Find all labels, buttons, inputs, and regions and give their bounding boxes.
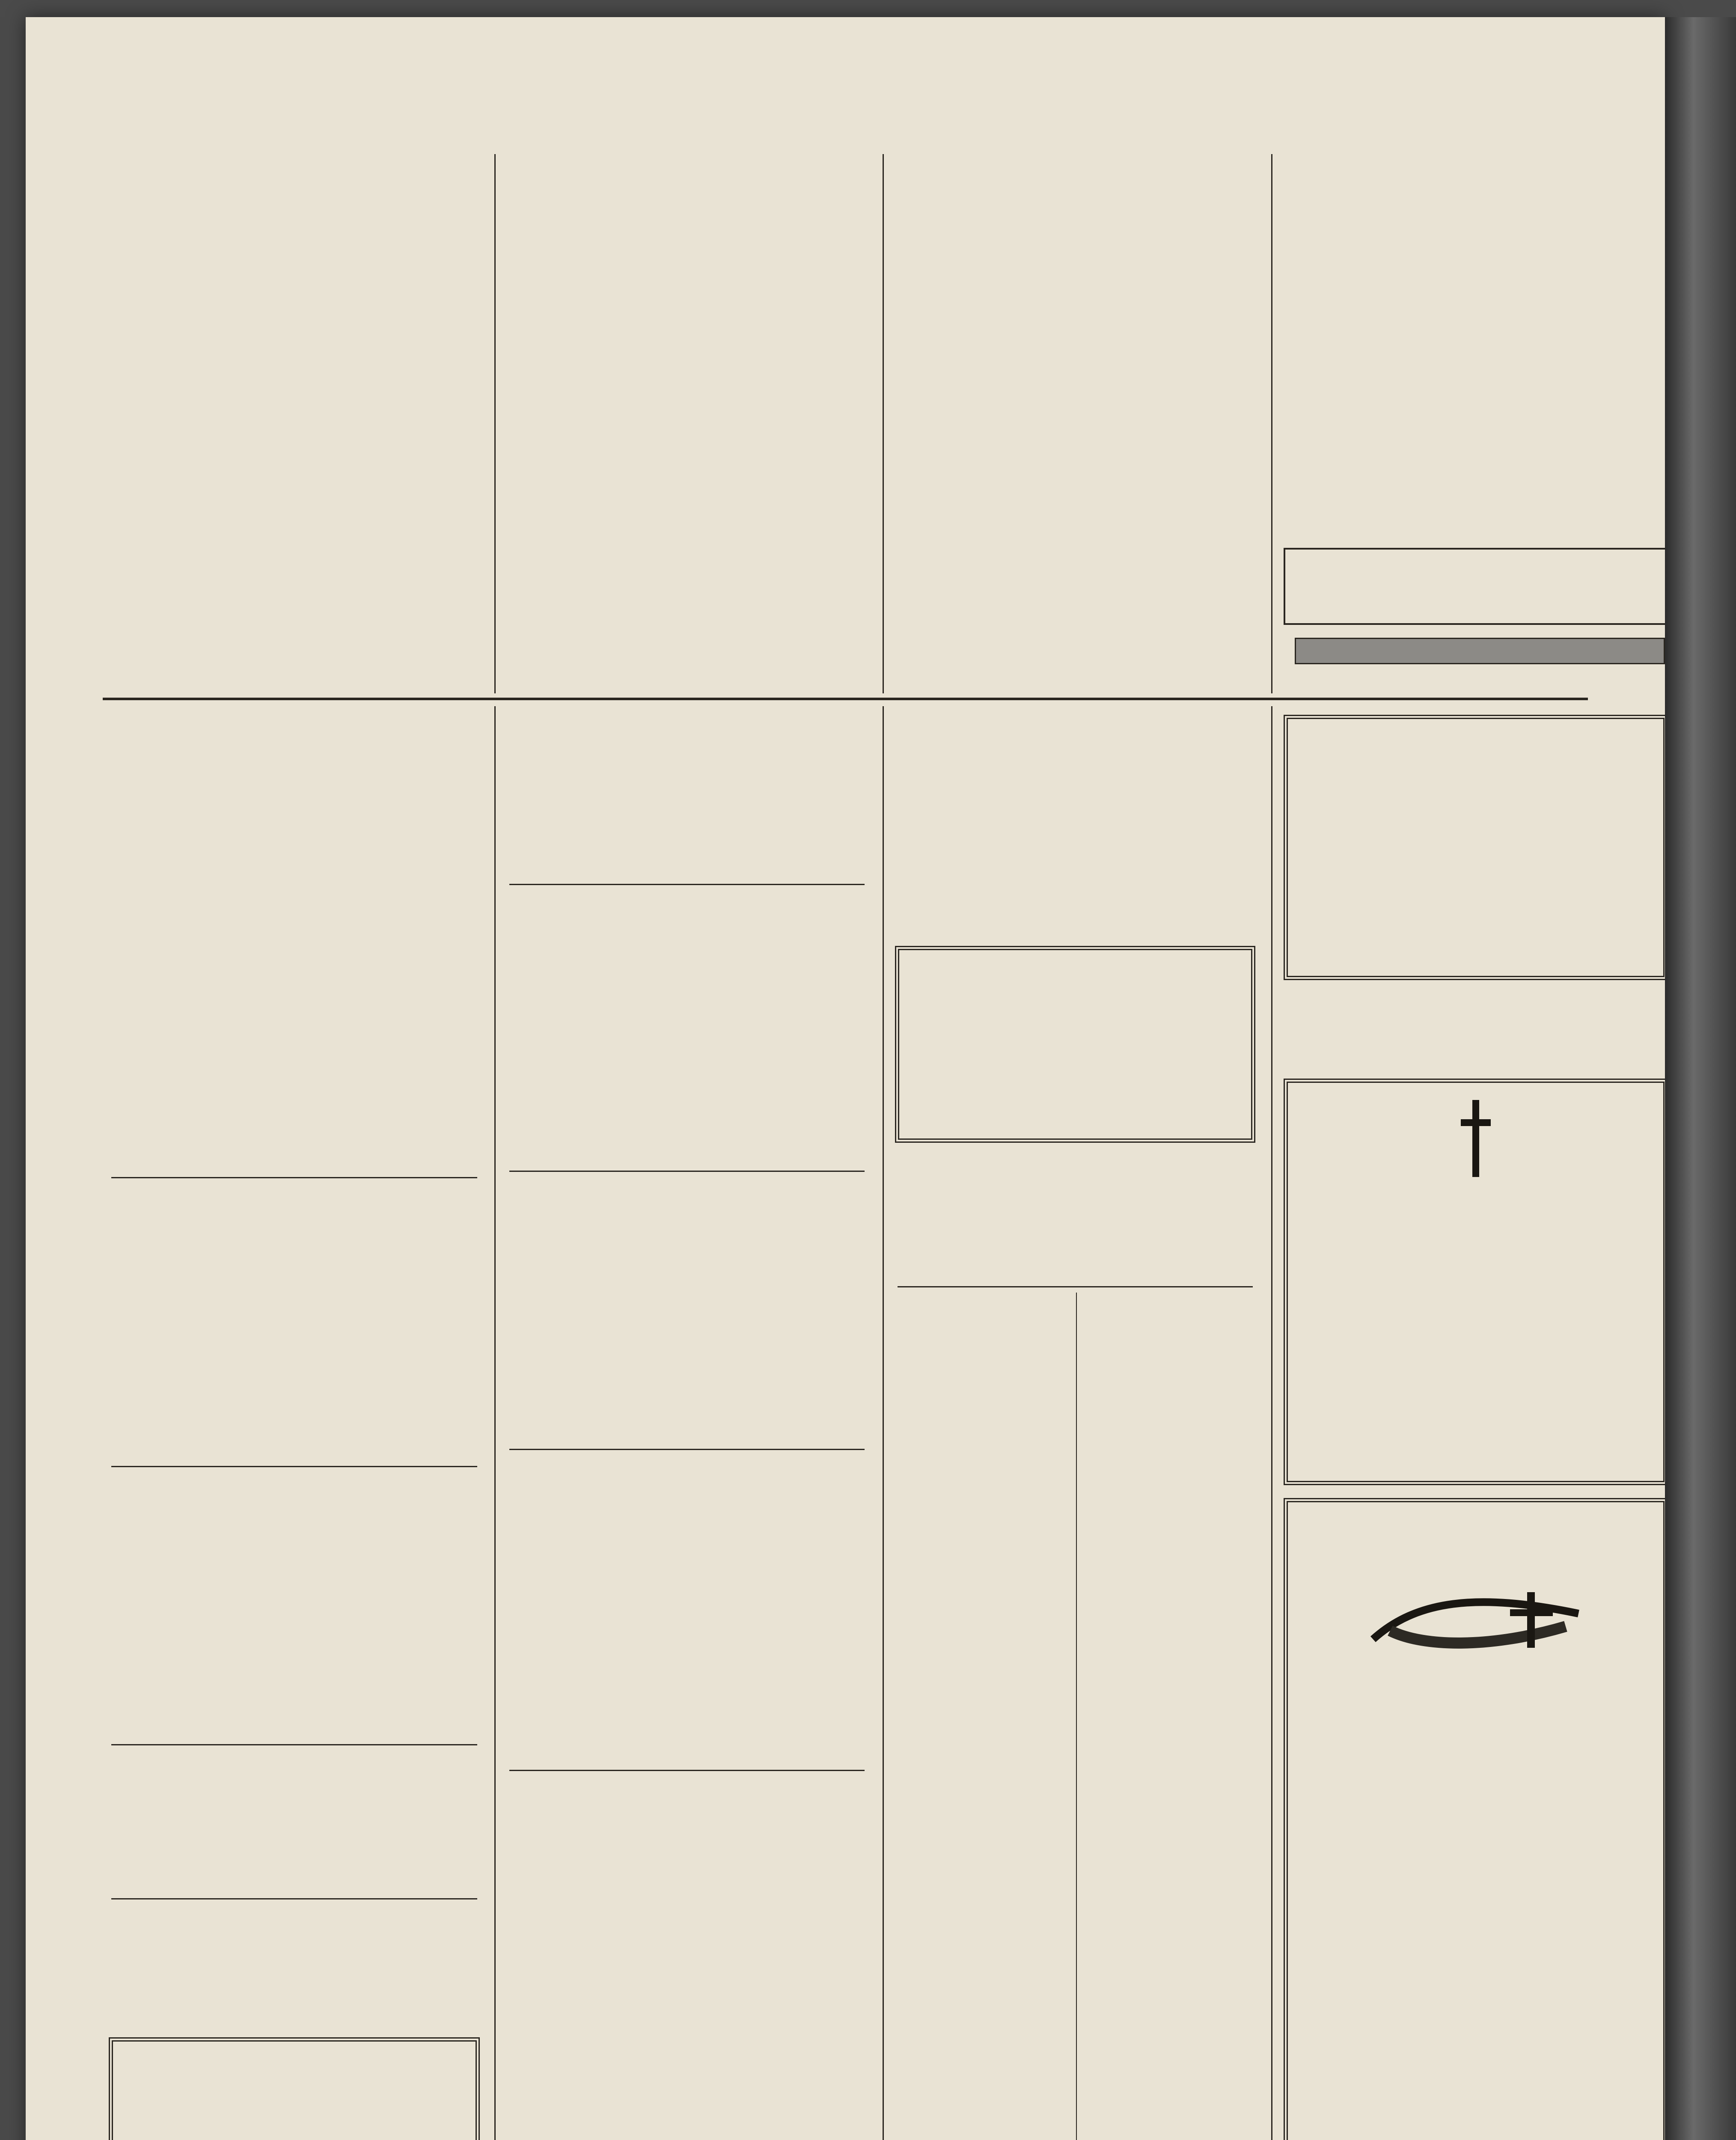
- notice: [111, 1109, 477, 1168]
- notice-divider: [111, 1177, 477, 1178]
- wreath-icon: [1364, 1575, 1587, 1656]
- advert: [898, 1151, 1253, 1280]
- column-rule: [883, 154, 884, 693]
- advert-divider: [509, 884, 865, 885]
- newspaper-page: [26, 17, 1665, 2140]
- mourning-notice: [1284, 1079, 1665, 1485]
- column-rule: [1271, 706, 1272, 2140]
- news-column-3: [889, 154, 1261, 693]
- notice: [111, 1472, 477, 1738]
- notice: [111, 762, 477, 1061]
- column-rule: [1076, 1293, 1077, 2140]
- classifieds-left: [889, 1293, 1073, 2140]
- notice: [111, 1751, 477, 1892]
- advert-divider: [509, 1171, 865, 1172]
- advert: [509, 890, 865, 1164]
- news-body: [509, 163, 865, 693]
- news-body: [898, 163, 1253, 693]
- notice-text: [1296, 1673, 1655, 2140]
- enameline-banner: [1295, 638, 1665, 664]
- column-rule: [883, 706, 884, 2140]
- classified-ad: [1086, 1759, 1253, 1943]
- news-heading: [111, 163, 477, 201]
- school-notice: [111, 1905, 477, 2024]
- advert: [509, 1177, 865, 1442]
- page-binding-edge: [1665, 17, 1736, 2140]
- classified-ad: [1086, 1297, 1253, 1468]
- classified-ad: [898, 1755, 1064, 1977]
- ads-column-2: [501, 706, 873, 2140]
- column-rule: [1271, 154, 1272, 693]
- classified-ad: [898, 2119, 1064, 2140]
- thresher-advert: [895, 946, 1255, 1143]
- column-rule: [494, 154, 496, 693]
- advert-divider: [509, 1770, 865, 1771]
- classifieds-right: [1077, 1293, 1261, 2140]
- advert: [509, 1455, 865, 1763]
- notice-divider: [111, 1898, 477, 1899]
- news-body: [111, 210, 477, 693]
- ads-column-4: [1278, 706, 1665, 2140]
- advert-text: [122, 2050, 467, 2140]
- advert: [509, 1776, 865, 2140]
- column-rule: [494, 706, 496, 2140]
- classified-ad: [898, 1297, 1064, 1746]
- news-column-2: [501, 154, 873, 693]
- news-column-1: [103, 154, 486, 693]
- advert-divider: [898, 1286, 1253, 1287]
- box-text: [1294, 558, 1657, 615]
- classified-ad: [1086, 1477, 1253, 1751]
- advert: [898, 715, 1253, 937]
- wreath-drawing: [1364, 1575, 1587, 1656]
- notice: [111, 1186, 477, 1459]
- classified-ad: [1086, 1952, 1253, 2140]
- classified-ad: [898, 1986, 1064, 2110]
- notices-column: [103, 706, 486, 2140]
- housewife-box: [1284, 548, 1665, 625]
- news-section: [103, 154, 1588, 693]
- section-divider: [103, 698, 1588, 700]
- notice-divider: [111, 1466, 477, 1467]
- advert: [1286, 993, 1665, 1066]
- death-notice: [1284, 1498, 1665, 2140]
- advert: [509, 715, 865, 877]
- notice-divider: [111, 1744, 477, 1745]
- news-body: [1286, 163, 1665, 539]
- seed-advert: [1284, 715, 1665, 980]
- notices-heading: [111, 1066, 477, 1104]
- news-column-4: [1278, 154, 1665, 693]
- advert-text: [908, 959, 1243, 1130]
- notices-heading: [111, 715, 477, 758]
- ads-column-3: [889, 706, 1261, 2140]
- notice-text: [1296, 1190, 1655, 1472]
- fertilizer-advert: [109, 2037, 480, 2140]
- advertisement-section: [103, 706, 1588, 2140]
- advert-divider: [509, 1449, 865, 1450]
- cross-icon: [1461, 1100, 1491, 1177]
- advert-text: [1296, 728, 1655, 967]
